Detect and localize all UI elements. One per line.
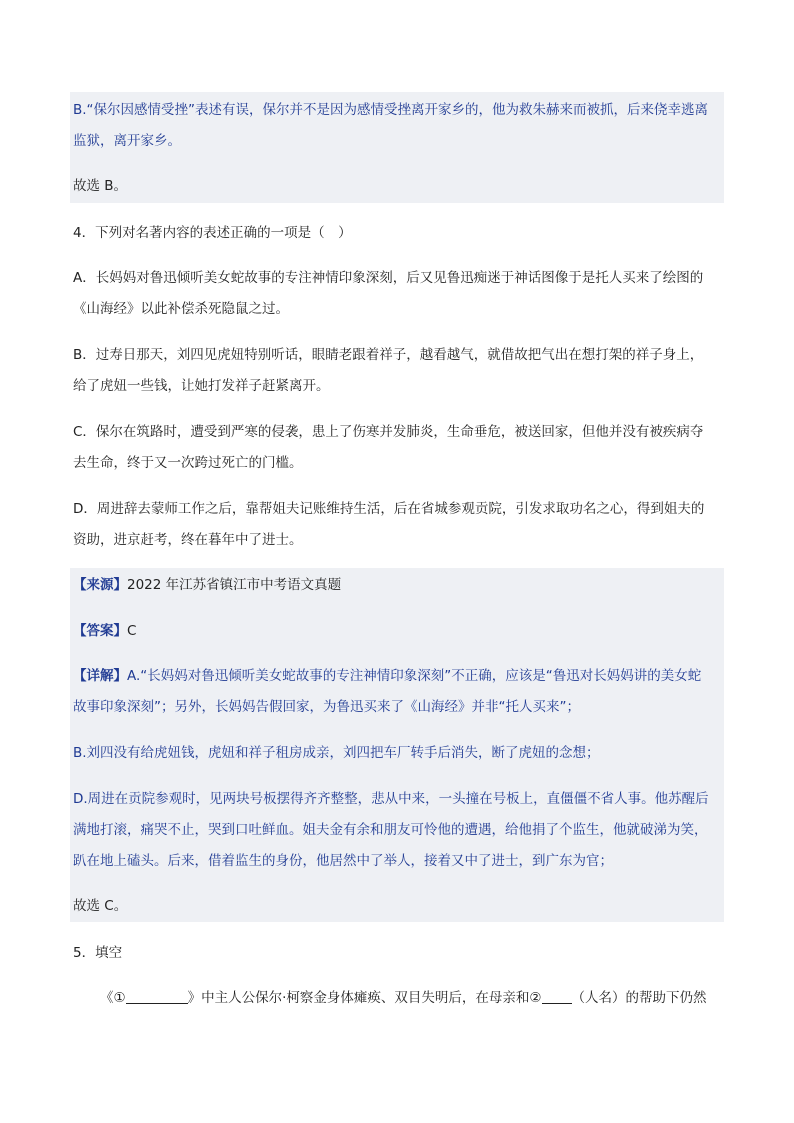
answer-text: C xyxy=(127,623,137,639)
answer-label: 【答案】 xyxy=(73,623,127,639)
q3-analysis-b-line2: 监狱，离开家乡。 xyxy=(73,133,181,149)
q4-detail-d-line2: 满地打滚，痛哭不止，哭到口吐鲜血。姐夫金有余和朋友可怜他的遭遇，给他捐了个监生，他就破涕为笑， xyxy=(73,822,708,838)
q5-blank-1[interactable] xyxy=(126,989,188,1004)
q4-option-d-line2: 资助，进京赶考，终在暮年中了进士。 xyxy=(73,532,303,548)
q4-option-a-line2: 《山海经》以此补偿杀死隐鼠之过。 xyxy=(73,301,289,317)
q5-stem: 5．填空 xyxy=(73,945,123,961)
q4-detail-a-line1-row xyxy=(73,661,725,692)
q4-detail-b: B.刘四没有给虎妞钱，虎妞和祥子租房成亲，刘四把车厂转手后消失，断了虎妞的念想； xyxy=(73,745,600,761)
q4-detail-a-line1: A.“长妈妈对鲁迅倾听美女蛇故事的专注神情印象深刻”不正确，应该是“鲁迅对长妈妈讲的美女蛇 xyxy=(127,668,702,684)
q4-answer xyxy=(73,616,725,647)
q4-option-a-line1: A．长妈妈对鲁迅倾听美女蛇故事的专注神情印象深刻，后又见鲁迅痴迷于神话图像于是托人买来了绘图的 xyxy=(73,270,704,286)
q4-detail-a-line2: 故事印象深刻”；另外，长妈妈告假回家，为鲁迅买来了《山海经》并非“托人买来”； xyxy=(73,699,580,715)
q5-part1: 《① xyxy=(100,990,126,1006)
source-label: 【来源】 xyxy=(73,577,127,593)
detail-label: 【详解】 xyxy=(73,668,127,684)
q3-conclusion: 故选 B。 xyxy=(73,178,128,194)
source-text: 2022 年江苏省镇江市中考语文真题 xyxy=(127,577,342,593)
q4-option-d-line1: D．周进辞去蒙师工作之后，靠帮姐夫记账维持生活，后在省城参观贡院，引发求取功名之心，得到姐夫的 xyxy=(73,501,705,517)
q5-blank-2[interactable] xyxy=(542,989,572,1004)
q4-option-c-line2: 去生命，终于又一次跨过死亡的门槛。 xyxy=(73,455,303,471)
q4-source xyxy=(73,570,725,601)
q4-option-c-line1: C．保尔在筑路时，遭受到严寒的侵袭，患上了伤寒并发肺炎，生命垂危，被送回家，但他并没有被疾病夺 xyxy=(73,424,704,440)
q4-conclusion: 故选 C。 xyxy=(73,898,128,914)
q4-option-b-line1: B．过寿日那天，刘四见虎妞特别听话，眼睛老跟着祥子，越看越气，就借故把气出在想打架的祥子身上， xyxy=(73,347,704,363)
q4-stem: 4．下列对名著内容的表述正确的一项是（ ） xyxy=(73,225,352,241)
q4-detail-d-line1: D.周进在贡院参观时，见两块号板摆得齐齐整整，悲从中来，一头撞在号板上，直僵僵不省人事。他苏醒后 xyxy=(73,791,709,807)
q5-part3: （人名）的帮助下仍然 xyxy=(571,990,707,1006)
q5-fill-line xyxy=(100,983,707,1014)
q4-detail-d-line3: 趴在地上磕头。后来，借着监生的身份，他居然中了举人，接着又中了进士，到广东为官； xyxy=(73,853,613,869)
q3-analysis-b-line1: B.“保尔因感情受挫”表述有误，保尔并不是因为感情受挫离开家乡的，他为救朱赫来而被抓，后来侥幸逃离 xyxy=(73,102,709,118)
q4-option-b-line2: 给了虎妞一些钱，让她打发祥子赶紧离开。 xyxy=(73,378,330,394)
q5-part2: 》中主人公保尔·柯察金身体瘫痪、双目失明后，在母亲和② xyxy=(187,990,542,1006)
